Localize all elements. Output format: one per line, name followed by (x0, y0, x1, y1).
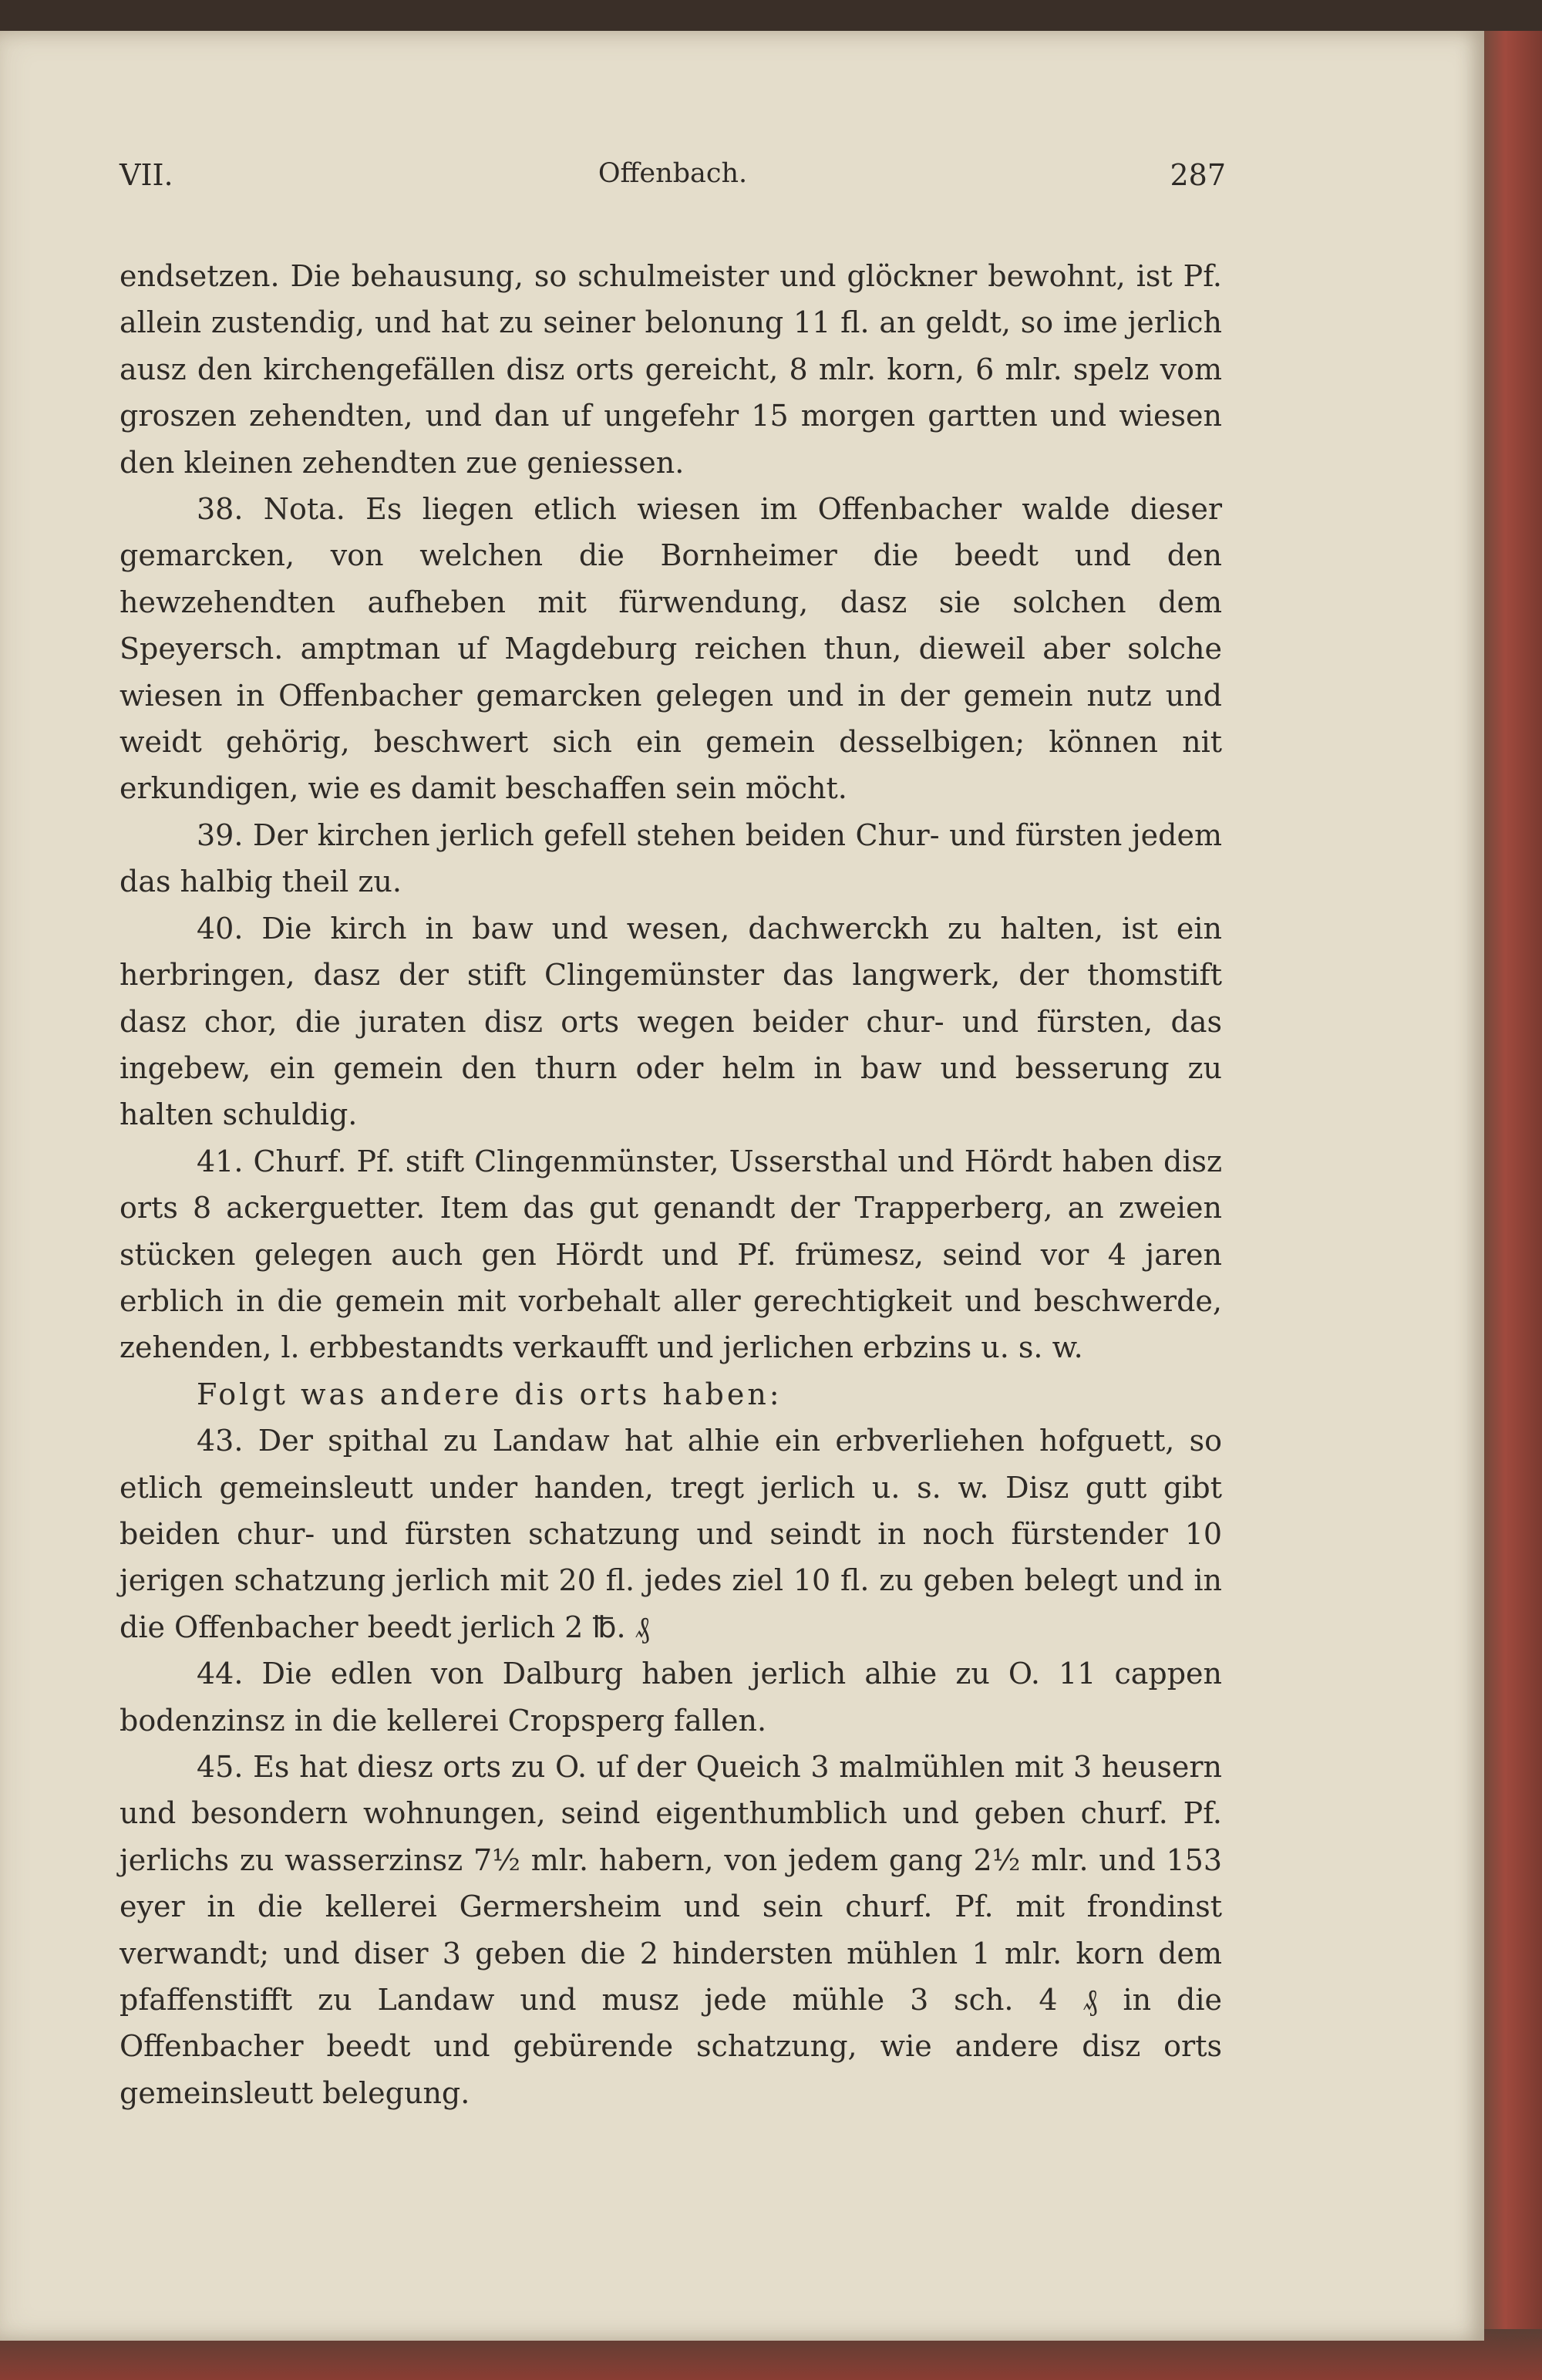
section-number: VII. (120, 158, 173, 192)
running-title: Offenbach. (598, 158, 748, 189)
paragraph-39: 39. Der kirchen jerlich gefell stehen beiden Chur- und fürsten jedem das halbig theil zu. (120, 817, 1222, 899)
body-text (120, 253, 1222, 2116)
page-number: 287 (1170, 158, 1226, 192)
paragraph-continuation: endsetzen. Die behausung, so schulmeister und glöckner bewohnt, ist Pf. allein zustendig, und hat zu seiner belonung 11 fl. an geldt, so ime jerlich ausz den kirchengefällen disz orts gereicht, 8 mlr. korn, 6 mlr. spelz vom groszen zehendten, und dan uf ungefehr 15 morgen gartten und wiesen den kleinen zehendten zue geniessen. (120, 259, 1222, 480)
book-page (0, 31, 1484, 2341)
paragraph-43: 43. Der spithal zu Landaw hat alhie ein erbverliehen hofguett, so etlich gemeinsleutt under handen, tregt jerlich u. s. w. Disz gutt gibt beiden chur- und fürsten schatzung und seindt in noch fürstender 10 jerigen schatzung jerlich mit 20 fl. jedes ziel 10 fl. zu geben belegt und in die Offenbacher beedt jerlich 2 ℔. ₰ (120, 1424, 1222, 1644)
paragraph-40: 40. Die kirch in baw und wesen, dachwerckh zu halten, ist ein herbringen, dasz der stift Clingemünster das langwerk, der thomstift dasz chor, die juraten disz orts wegen beider chur- und fürsten, das ingebew, ein gemein den thurn oder helm in baw und besserung zu halten schuldig. (120, 911, 1222, 1132)
book-cover-edge (1480, 31, 1542, 2380)
running-header (120, 158, 1226, 204)
paragraph-41: 41. Churf. Pf. stift Clingenmünster, Ussersthal und Hördt haben disz orts 8 ackerguetter. Item das gut genandt der Trapperberg, an zweien stücken gelegen auch gen Hördt und Pf. frümesz, seind vor 4 jaren erblich in die gemein mit vorbehalt aller gerechtigkeit und beschwerde, zehenden, l. erbbestandts verkaufft und jerlichen erbzins u. s. w. (120, 1144, 1222, 1365)
paragraph-38: 38. Nota. Es liegen etlich wiesen im Offenbacher walde dieser gemarcken, von welchen die Bornheimer die beedt und den hewzehendten aufheben mit fürwendung, dasz sie solchen dem Speyersch. amptman uf Magdeburg reichen thun, dieweil aber solche wiesen in Offenbacher gemarcken gelegen und in der gemein nutz und weidt gehörig, beschwert sich ein gemein desselbigen; können nit erkundigen, wie es damit beschaffen sein möcht. (120, 492, 1222, 806)
paragraph-45: 45. Es hat diesz orts zu O. uf der Queich 3 malmühlen mit 3 heusern und besondern wohnungen, seind eigenthumblich und geben churf. Pf. jerlichs zu wasserzinsz 7½ mlr. habern, von jedem gang 2½ mlr. und 153 eyer in die kellerei Germersheim und sein churf. Pf. mit frondinst verwandt; und diser 3 geben die 2 hindersten mühlen 1 mlr. korn dem pfaffenstifft zu Landaw und musz jede mühle 3 sch. 4 ₰ in die Offenbacher beedt und gebürende schatzung, wie andere disz orts gemeinsleutt belegung. (120, 1750, 1222, 2110)
paragraph-44: 44. Die edlen von Dalburg haben jerlich alhie zu O. 11 cappen bodenzinsz in die kellerei Cropsperg fallen. (120, 1657, 1222, 1738)
subheading-folgt: Folgt was andere dis orts haben: (197, 1377, 783, 1411)
